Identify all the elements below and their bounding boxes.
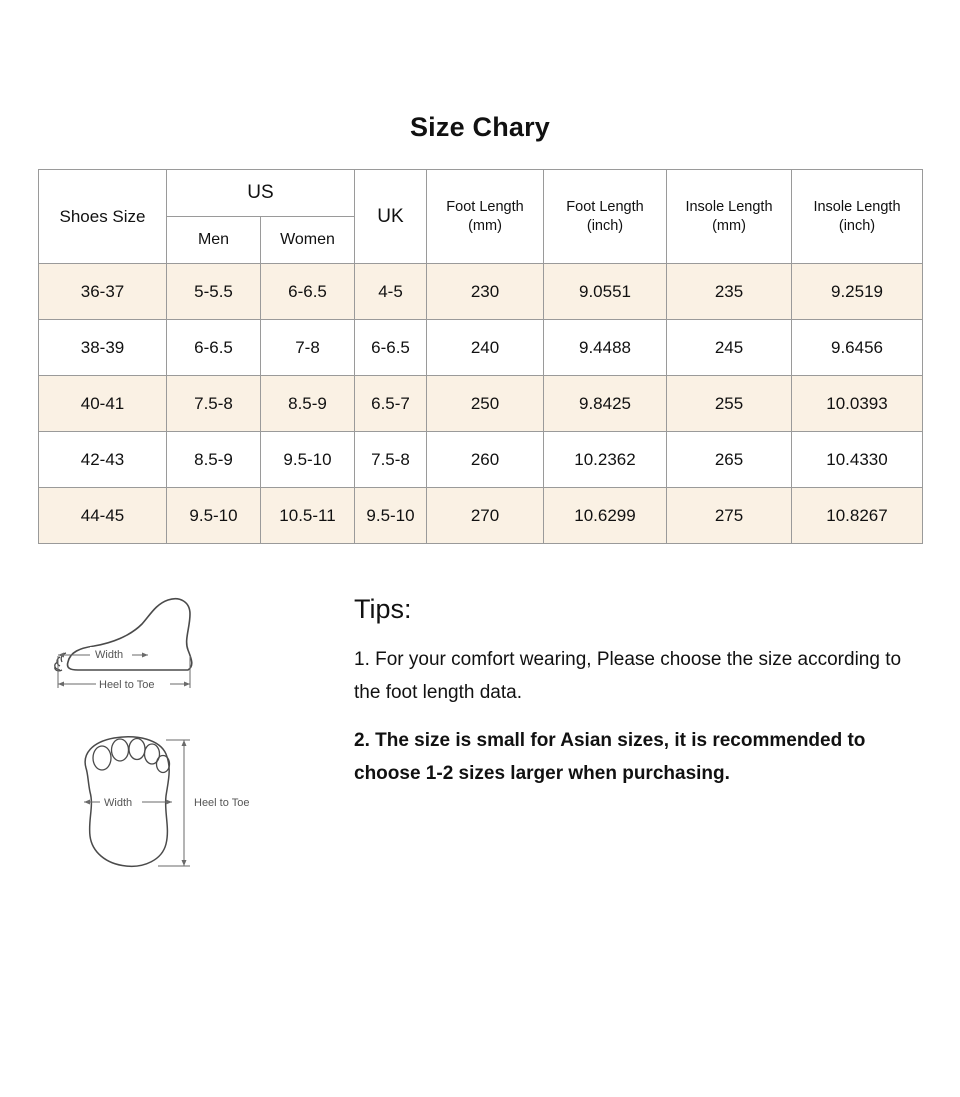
cell-us-men: 9.5-10 bbox=[167, 488, 261, 544]
header-insole-length-inch bbox=[792, 170, 923, 264]
page-title: Size Chary bbox=[409, 112, 551, 142]
header-foot-length-mm-line1: Foot Length bbox=[446, 199, 524, 216]
cell-foot-length-inch: 9.4488 bbox=[544, 320, 667, 376]
tips-section bbox=[338, 580, 960, 903]
tip-item-2: 2. The size is small for Asian sizes, it is recommended to choose 1-2 sizes larger when purchasing. bbox=[354, 729, 866, 784]
cell-foot-length-mm: 250 bbox=[427, 376, 544, 432]
header-row-top bbox=[39, 170, 923, 217]
header-us-men: Men bbox=[167, 217, 261, 264]
cell-us-men: 5-5.5 bbox=[167, 264, 261, 320]
table-row bbox=[39, 432, 923, 488]
cell-us-men: 8.5-9 bbox=[167, 432, 261, 488]
header-foot-length-inch-line2: (inch) bbox=[586, 217, 624, 234]
cell-foot-length-mm: 230 bbox=[427, 264, 544, 320]
cell-uk: 6.5-7 bbox=[355, 376, 427, 432]
foot-measurement-diagrams bbox=[38, 580, 338, 903]
cell-us-women: 7-8 bbox=[261, 320, 355, 376]
cell-shoes-size: 36-37 bbox=[39, 264, 167, 320]
cell-shoes-size: 44-45 bbox=[39, 488, 167, 544]
cell-insole-length-inch: 10.8267 bbox=[792, 488, 923, 544]
cell-insole-length-mm: 265 bbox=[667, 432, 792, 488]
table-row bbox=[39, 264, 923, 320]
header-foot-length-inch bbox=[544, 170, 667, 264]
table-header bbox=[39, 170, 923, 264]
cell-shoes-size: 40-41 bbox=[39, 376, 167, 432]
cell-foot-length-mm: 240 bbox=[427, 320, 544, 376]
cell-us-men: 6-6.5 bbox=[167, 320, 261, 376]
cell-uk: 4-5 bbox=[355, 264, 427, 320]
cell-foot-length-inch: 10.6299 bbox=[544, 488, 667, 544]
header-foot-length-inch-line1: Foot Length bbox=[566, 199, 644, 216]
cell-uk: 6-6.5 bbox=[355, 320, 427, 376]
size-chart-page bbox=[0, 112, 960, 1097]
cell-us-women: 8.5-9 bbox=[261, 376, 355, 432]
table-body bbox=[39, 264, 923, 544]
header-uk: UK bbox=[355, 170, 427, 264]
header-insole-length-mm-line2: (mm) bbox=[712, 217, 746, 234]
cell-shoes-size: 38-39 bbox=[39, 320, 167, 376]
side-view-heel-to-toe-label: Heel to Toe bbox=[99, 679, 155, 691]
size-table bbox=[38, 169, 923, 544]
header-insole-length-inch-line2: (inch) bbox=[838, 217, 876, 234]
header-shoes-size: Shoes Size bbox=[39, 170, 167, 264]
lower-section bbox=[0, 580, 960, 903]
cell-insole-length-inch: 10.4330 bbox=[792, 432, 923, 488]
cell-foot-length-mm: 270 bbox=[427, 488, 544, 544]
cell-insole-length-mm: 255 bbox=[667, 376, 792, 432]
header-insole-length-mm-line1: Insole Length bbox=[685, 199, 773, 216]
cell-shoes-size: 42-43 bbox=[39, 432, 167, 488]
top-view-heel-to-toe-label: Heel to Toe bbox=[194, 797, 250, 809]
cell-us-women: 6-6.5 bbox=[261, 264, 355, 320]
cell-foot-length-mm: 260 bbox=[427, 432, 544, 488]
header-us-women: Women bbox=[261, 217, 355, 264]
cell-us-women: 10.5-11 bbox=[261, 488, 355, 544]
header-insole-length-inch-line1: Insole Length bbox=[813, 199, 901, 216]
foot-side-view-svg bbox=[38, 590, 298, 705]
header-foot-length-mm bbox=[427, 170, 544, 264]
cell-uk: 7.5-8 bbox=[355, 432, 427, 488]
foot-top-view-svg bbox=[38, 724, 298, 884]
cell-foot-length-inch: 9.8425 bbox=[544, 376, 667, 432]
header-foot-length-mm-line2: (mm) bbox=[468, 217, 502, 234]
cell-insole-length-inch: 9.2519 bbox=[792, 264, 923, 320]
cell-insole-length-inch: 9.6456 bbox=[792, 320, 923, 376]
cell-us-women: 9.5-10 bbox=[261, 432, 355, 488]
cell-foot-length-inch: 9.0551 bbox=[544, 264, 667, 320]
cell-insole-length-mm: 245 bbox=[667, 320, 792, 376]
cell-uk: 9.5-10 bbox=[355, 488, 427, 544]
foot-side-view-diagram bbox=[38, 590, 338, 710]
tips-heading: Tips: bbox=[354, 594, 412, 624]
foot-top-view-diagram bbox=[38, 724, 338, 889]
header-insole-length-mm bbox=[667, 170, 792, 264]
size-table-container bbox=[38, 169, 922, 544]
cell-insole-length-mm: 275 bbox=[667, 488, 792, 544]
side-view-width-label: Width bbox=[95, 649, 124, 661]
table-row bbox=[39, 376, 923, 432]
header-us: US bbox=[167, 170, 355, 217]
top-view-width-label: Width bbox=[104, 797, 133, 809]
table-row bbox=[39, 320, 923, 376]
table-row bbox=[39, 488, 923, 544]
cell-foot-length-inch: 10.2362 bbox=[544, 432, 667, 488]
cell-insole-length-mm: 235 bbox=[667, 264, 792, 320]
cell-insole-length-inch: 10.0393 bbox=[792, 376, 923, 432]
cell-us-men: 7.5-8 bbox=[167, 376, 261, 432]
tip-item-1: 1. For your comfort wearing, Please choose the size according to the foot length data. bbox=[354, 649, 902, 704]
